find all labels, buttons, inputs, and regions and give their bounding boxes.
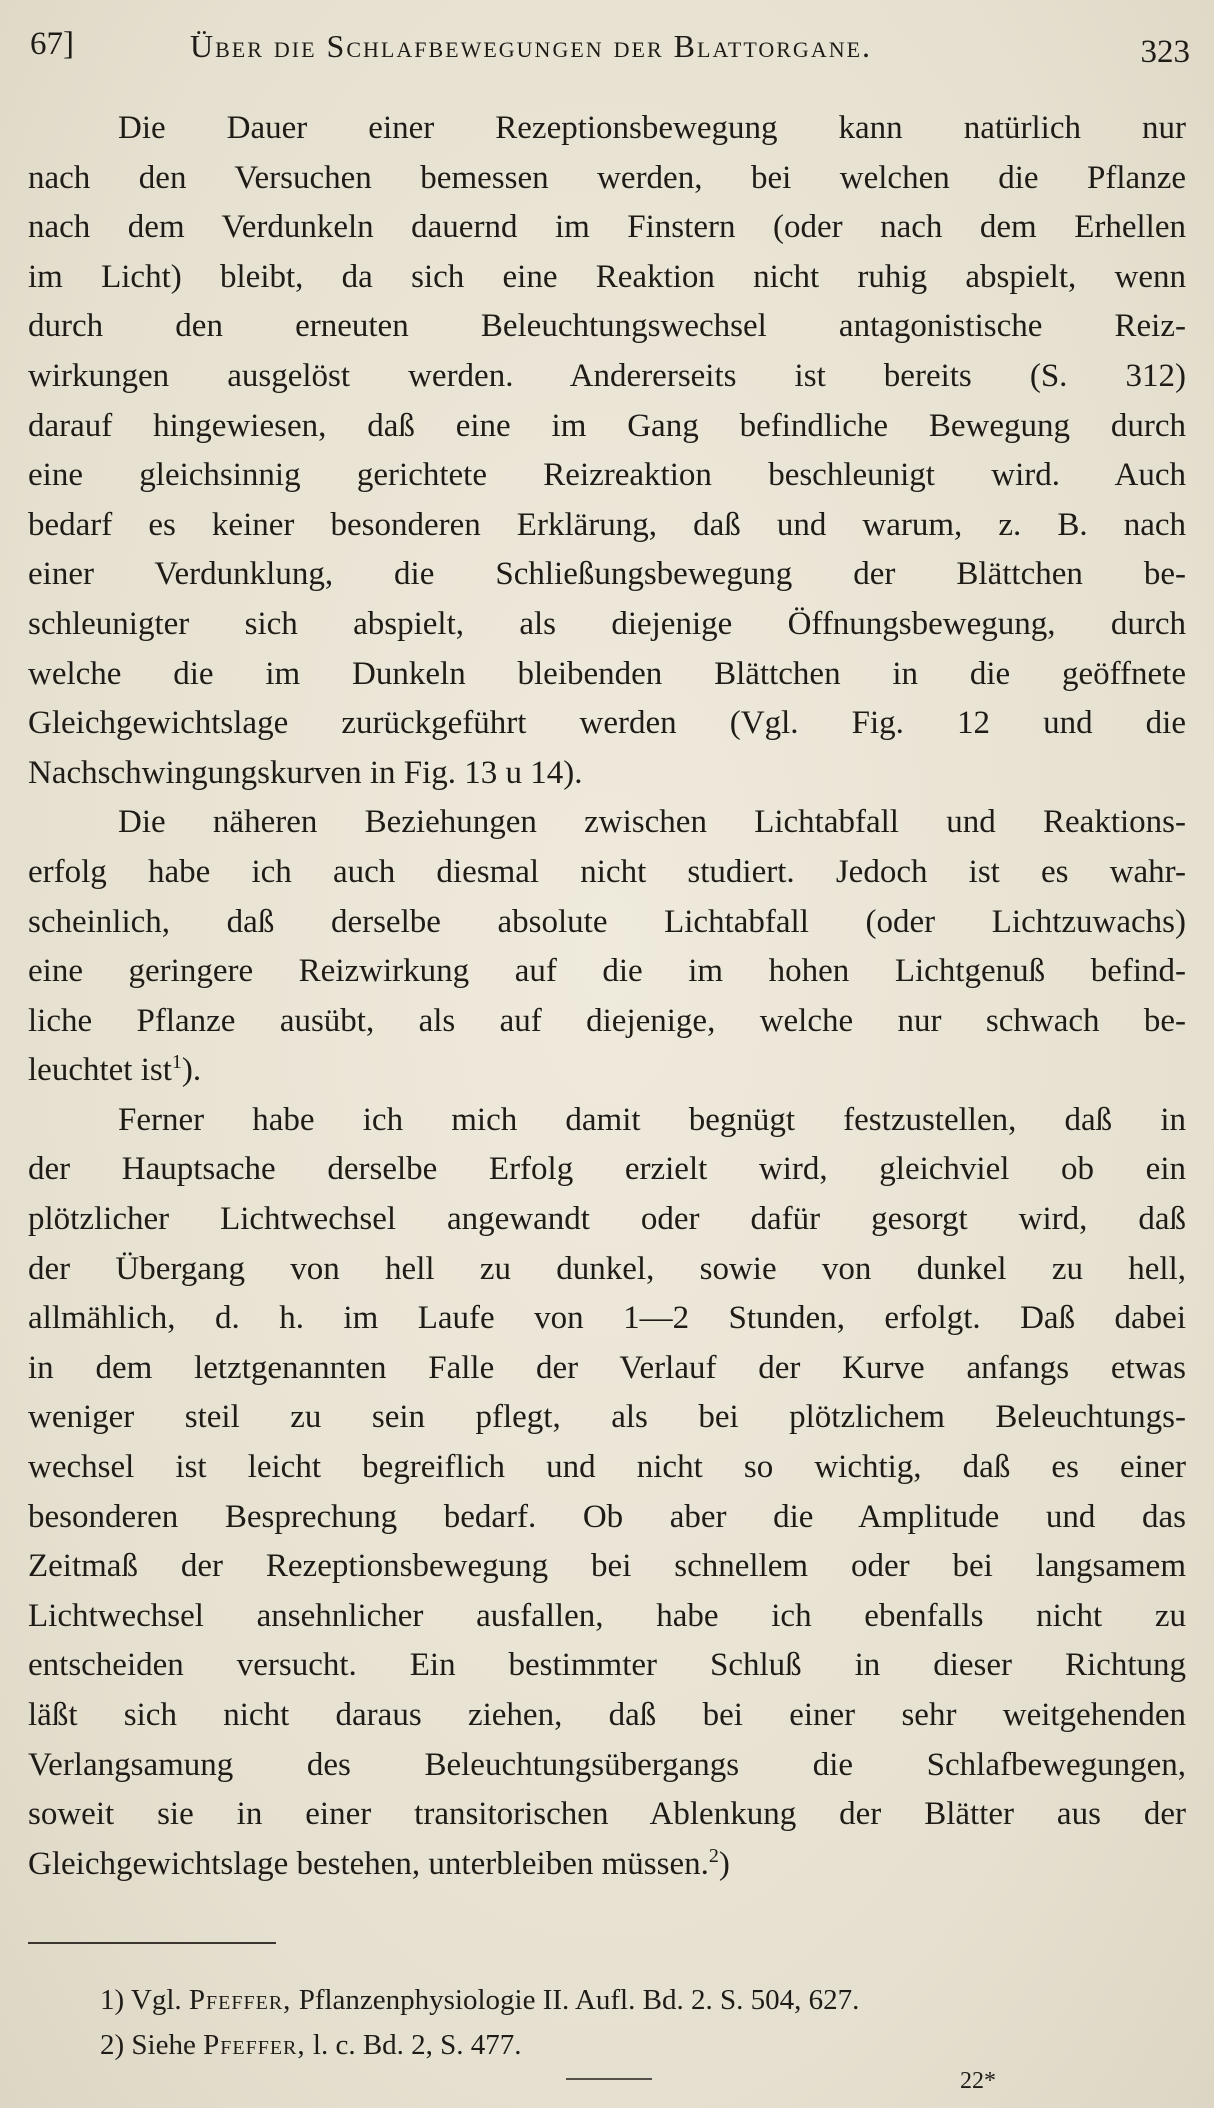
text-line	[28, 699, 1186, 749]
line-text: Lichtwechsel ansehnlicher ausfallen, habe ich ebenfalls nicht zu	[28, 1597, 1186, 1634]
footnote-ref: 2	[708, 1844, 719, 1867]
text-line	[28, 550, 1186, 600]
text-line	[28, 600, 1186, 650]
line-text: der Übergang von hell zu dunkel, sowie von dunkel zu hell,	[28, 1250, 1186, 1287]
text-line	[28, 1790, 1186, 1840]
footnote	[100, 1978, 859, 2023]
text-line	[28, 997, 1186, 1047]
line-text: Gleichgewichtslage zurückgeführt werden (Vgl. Fig. 12 und die	[28, 705, 1186, 742]
footnote-rest: Pflanzenphysiologie II. Aufl. Bd. 2. S. 504, 627.	[298, 1984, 860, 2016]
text-line	[28, 451, 1186, 501]
footnote-author: Pfeffer,	[188, 1984, 292, 2016]
line-text: durch den erneuten Beleuchtungswechsel antagonistische Reiz-	[28, 308, 1186, 345]
text-line	[28, 1195, 1186, 1245]
line-text: Die näheren Beziehungen zwischen Lichtabfall und Reaktions-	[118, 804, 1186, 841]
line-text-after: )	[718, 1845, 730, 1882]
line-text: der Hauptsache derselbe Erfolg erzielt wird, gleichviel ob ein	[28, 1151, 1186, 1188]
line-text: Nachschwingungskurven in Fig. 13 u 14).	[28, 754, 583, 791]
text-line	[28, 1443, 1186, 1493]
text-line	[28, 154, 1186, 204]
line-text: soweit sie in einer transitorischen Ablenkung der Blätter aus der	[28, 1796, 1186, 1833]
signature-mark: 22*	[960, 2068, 996, 2094]
line-text: eine geringere Reizwirkung auf die im hohen Lichtgenuß befind-	[28, 953, 1186, 990]
text-line	[28, 253, 1186, 303]
text-line	[28, 1145, 1186, 1195]
line-text: scheinlich, daß derselbe absolute Lichtabfall (oder Lichtzuwachs)	[28, 903, 1186, 940]
text-line	[28, 1245, 1186, 1295]
line-text: nach den Versuchen bemessen werden, bei welchen die Pflanze	[28, 159, 1186, 196]
footnote	[100, 2023, 859, 2068]
text-line	[28, 302, 1186, 352]
line-text-after: ).	[181, 1052, 202, 1089]
text-line	[28, 1840, 1186, 1890]
footnote-rest: l. c. Bd. 2, S. 477.	[312, 2029, 522, 2061]
line-text: einer Verdunklung, die Schließungsbewegung der Blättchen be-	[28, 556, 1186, 593]
body-text	[28, 104, 1186, 1889]
line-text: allmählich, d. h. im Laufe von 1—2 Stunden, erfolgt. Daß dabei	[28, 1300, 1186, 1337]
line-text: weniger steil zu sein pflegt, als bei plötzlichem Beleuchtungs-	[28, 1399, 1186, 1436]
line-text: darauf hingewiesen, daß eine im Gang befindliche Bewegung durch	[28, 407, 1186, 444]
line-text: liche Pflanze ausübt, als auf diejenige, welche nur schwach be-	[28, 1002, 1186, 1039]
text-line	[28, 1741, 1186, 1791]
bottom-ornament	[566, 2078, 652, 2080]
text-line	[28, 203, 1186, 253]
line-text: leuchtet ist	[28, 1052, 172, 1089]
text-line	[28, 1592, 1186, 1642]
text-line	[28, 1542, 1186, 1592]
footnote-marker: 2)	[100, 2029, 125, 2061]
text-line	[28, 1096, 1186, 1146]
footnote-ref: 1	[171, 1051, 182, 1074]
header-bracket-number: 67]	[30, 26, 74, 62]
text-line	[28, 1046, 1186, 1096]
line-text: entscheiden versucht. Ein bestimmter Schluß in dieser Richtung	[28, 1647, 1186, 1684]
text-line	[28, 749, 1186, 799]
text-line	[28, 848, 1186, 898]
text-line	[28, 1691, 1186, 1741]
footnote-author: Pfeffer,	[203, 2029, 306, 2061]
line-text: erfolg habe ich auch diesmal nicht studiert. Jedoch ist es wahr-	[28, 853, 1186, 890]
line-text: wirkungen ausgelöst werden. Andererseits ist bereits (S. 312)	[28, 357, 1186, 394]
line-text: wechsel ist leicht begreiflich und nicht so wichtig, daß es einer	[28, 1449, 1186, 1486]
text-line	[28, 1294, 1186, 1344]
line-text: nach dem Verdunkeln dauernd im Finstern (oder nach dem Erhellen	[28, 209, 1186, 246]
line-text: in dem letztgenannten Falle der Verlauf der Kurve anfangs etwas	[28, 1349, 1186, 1386]
line-text: schleunigter sich abspielt, als diejenige Öffnungsbewegung, durch	[28, 605, 1186, 642]
running-header	[30, 26, 1190, 76]
footnote-pre: Siehe	[131, 2029, 196, 2061]
text-line	[28, 947, 1186, 997]
text-line	[28, 1393, 1186, 1443]
line-text: Ferner habe ich mich damit begnügt festzustellen, daß in	[118, 1101, 1186, 1138]
line-text: plötzlicher Lichtwechsel angewandt oder dafür gesorgt wird, daß	[28, 1201, 1186, 1238]
line-text: Verlangsamung des Beleuchtungsübergangs die Schlafbewegungen,	[28, 1746, 1186, 1783]
line-text: welche die im Dunkeln bleibenden Blättchen in die geöffnete	[28, 655, 1186, 692]
line-text: läßt sich nicht daraus ziehen, daß bei einer sehr weitgehenden	[28, 1697, 1186, 1733]
footnotes	[100, 1978, 859, 2068]
text-line	[28, 1641, 1186, 1691]
text-line	[28, 1344, 1186, 1394]
line-text: Zeitmaß der Rezeptionsbewegung bei schnellem oder bei langsamem	[28, 1548, 1186, 1585]
running-title: Über die Schlafbewegungen der Blattorgane.	[190, 28, 873, 64]
text-line	[28, 352, 1186, 402]
page-number: 323	[1140, 34, 1190, 70]
footnote-rule	[28, 1942, 276, 1944]
text-line	[28, 798, 1186, 848]
footnote-pre: Vgl.	[130, 1984, 182, 2016]
line-text: eine gleichsinnig gerichtete Reizreaktion beschleunigt wird. Auch	[28, 457, 1186, 494]
text-line	[28, 402, 1186, 452]
line-text: im Licht) bleibt, da sich eine Reaktion nicht ruhig abspielt, wenn	[28, 258, 1186, 295]
text-line	[28, 501, 1186, 551]
text-line	[28, 650, 1186, 700]
text-line	[28, 898, 1186, 948]
line-text: besonderen Besprechung bedarf. Ob aber die Amplitude und das	[28, 1498, 1186, 1535]
line-text: Die Dauer einer Rezeptionsbewegung kann natürlich nur	[118, 110, 1186, 146]
text-line	[28, 1493, 1186, 1543]
footnote-marker: 1)	[100, 1984, 125, 2016]
text-line	[28, 104, 1186, 154]
line-text: bedarf es keiner besonderen Erklärung, daß und warum, z. B. nach	[28, 506, 1186, 543]
line-text: Gleichgewichtslage bestehen, unterbleiben müssen.	[28, 1845, 709, 1882]
